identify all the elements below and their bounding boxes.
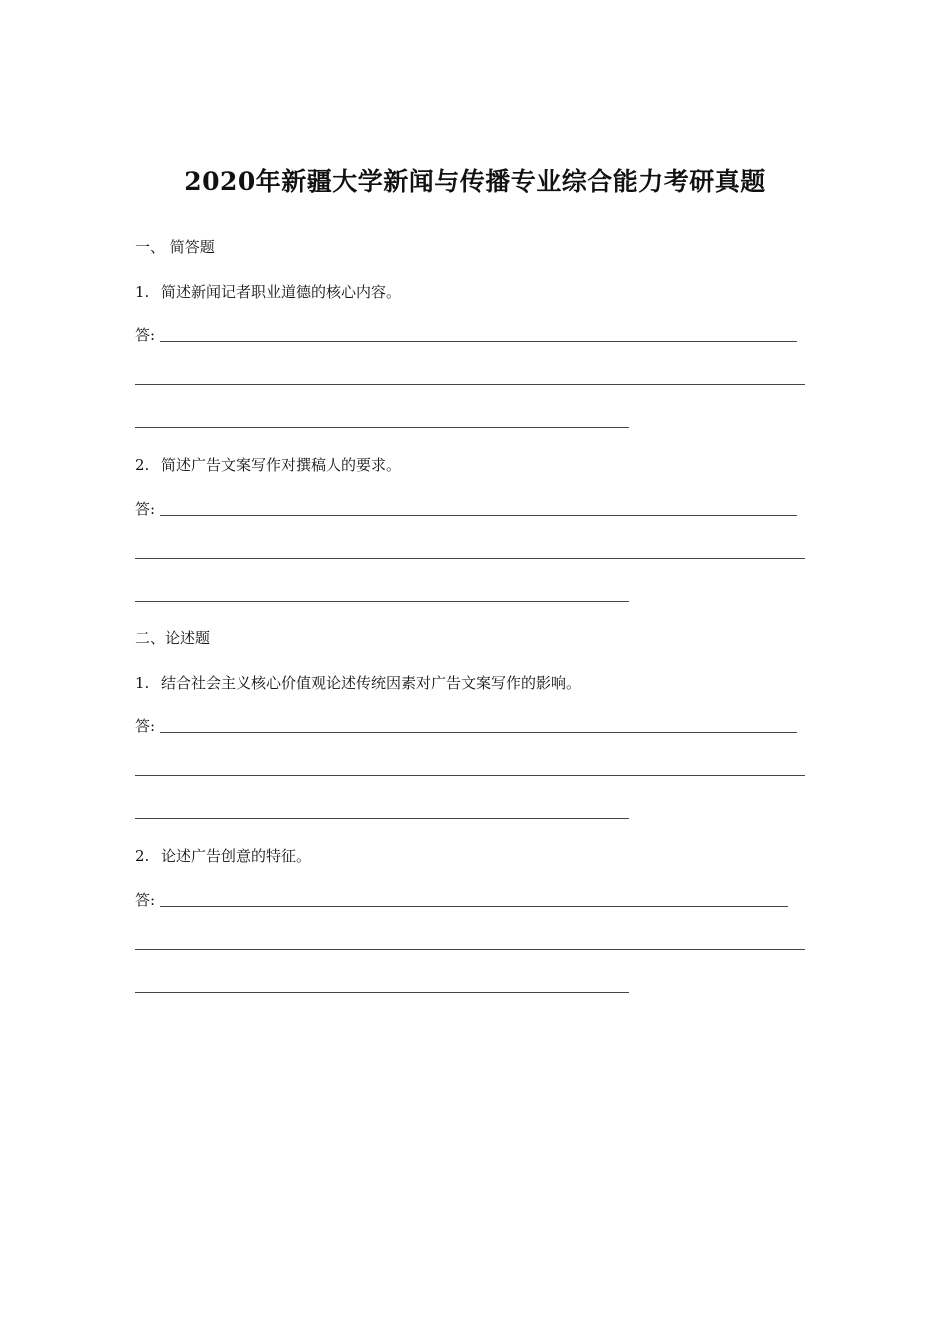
- answer-label: 答:: [135, 891, 156, 909]
- question-item: [135, 673, 581, 693]
- answer-label: 答:: [135, 717, 156, 735]
- question-number: 2.: [135, 456, 150, 474]
- answer-line: [135, 992, 629, 993]
- section-heading-essay: 二、论述题: [135, 629, 211, 647]
- question-text: 简述新闻记者职业道德的核心内容。: [161, 283, 402, 301]
- answer-line: [135, 949, 805, 950]
- question-number: 2.: [135, 847, 150, 865]
- answer-label: 答:: [135, 500, 156, 518]
- question-item: [135, 282, 401, 302]
- answer-line: [135, 775, 805, 776]
- answer-line: [135, 427, 629, 428]
- question-item: [135, 455, 401, 475]
- answer-line: [160, 341, 797, 342]
- answer-line: [160, 906, 788, 907]
- question-text: 结合社会主义核心价值观论述传统因素对广告文案写作的影响。: [161, 674, 582, 692]
- question-text: 简述广告文案写作对撰稿人的要求。: [161, 456, 402, 474]
- answer-line: [160, 515, 797, 516]
- question-number: 1.: [135, 674, 150, 692]
- question-number: 1.: [135, 283, 150, 301]
- answer-line: [135, 384, 805, 385]
- answer-label: 答:: [135, 326, 156, 344]
- answer-line: [135, 558, 805, 559]
- answer-line: [135, 818, 629, 819]
- page-title: 2020年新疆大学新闻与传播专业综合能力考研真题: [184, 167, 766, 196]
- answer-line: [135, 601, 629, 602]
- answer-line: [160, 732, 797, 733]
- question-item: [135, 846, 311, 866]
- question-text: 论述广告创意的特征。: [161, 847, 312, 865]
- section-heading-short-answer: 一、 简答题: [135, 238, 215, 256]
